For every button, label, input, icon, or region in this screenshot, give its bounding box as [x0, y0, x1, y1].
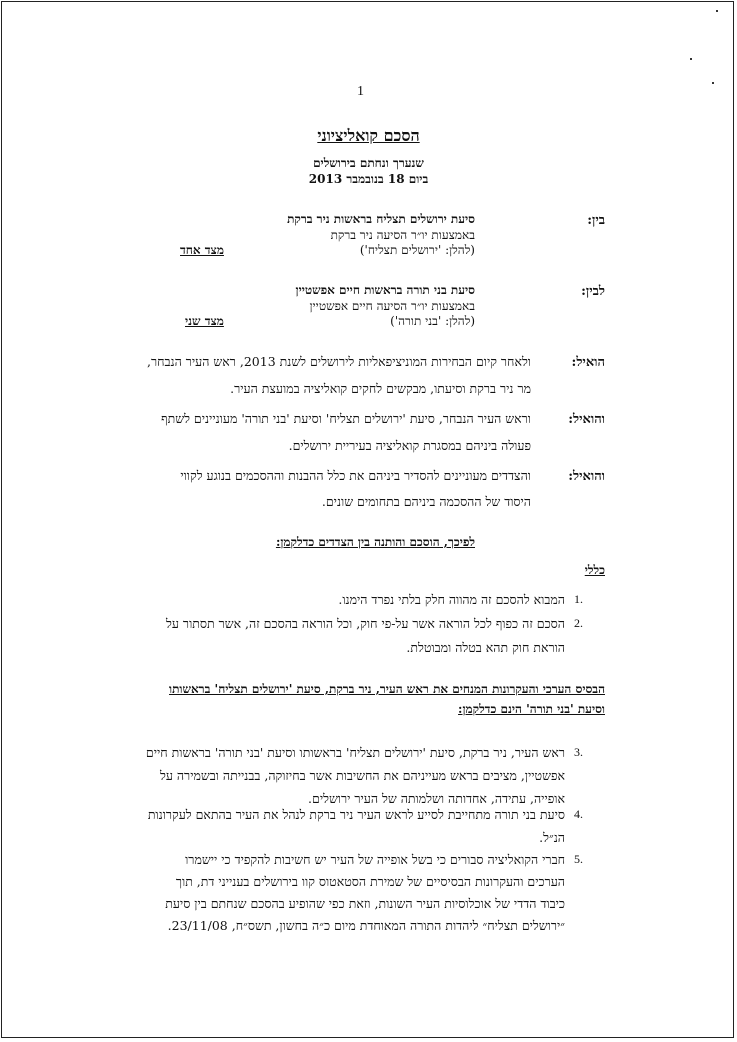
party1-via: באמצעות יו״ר הסיעה ניר ברקת [330, 228, 475, 242]
whereas-2-line-2: פעולה ביניהם במסגרת קואליציה בעיריית ירושלים. [288, 438, 531, 453]
document-page [1, 1, 734, 1038]
party1-name: סיעת ירושלים תצליח בראשות ניר ברקת [287, 212, 475, 226]
scan-speck [716, 10, 718, 12]
party1-alias: (להלן: 'ירושלים תצליח') [359, 243, 475, 257]
clause-5-line-3: כיבוד הדדי של אוכלוסיות העיר השונות, וזאת כפי שהופיע בהסכם שנחתם בין סיעת [165, 896, 565, 911]
party2-label: לבין: [581, 284, 605, 299]
whereas-3-line-1: והצדדים מעוניינים להסדיר ביניהם את כלל ההבנות וההסכמים בנוגע לקווי [180, 468, 531, 483]
values-heading-line-1: הבסיס הערכי והעקרונות המנחים את ראש העיר, ניר ברקת, סיעת 'ירושלים תצליח' בראשותו [169, 682, 605, 696]
clause-2-number: 2. [574, 616, 583, 630]
whereas-2-label: והואיל: [568, 412, 605, 427]
party2-alias: (להלן: 'בני תורה') [390, 314, 475, 328]
clause-4-line-2: הנ״ל. [539, 830, 565, 845]
scan-speck [712, 82, 714, 84]
clause-5-number: 5. [574, 852, 583, 866]
clause-2-line-2: הוראת חוק תהא בטלה ומבוטלת. [406, 640, 565, 655]
clause-2-line-1: הסכם זה כפוף לכל הוראה אשר על-פי חוק, וכל הוראה בהסכם זה, אשר תסתור על [166, 616, 565, 631]
party2-via: באמצעות יו״ר הסיעה חיים אפשטיין [309, 299, 475, 313]
whereas-3-label: והואיל: [568, 469, 605, 484]
party1-label: בין: [587, 213, 605, 228]
party2-name: סיעת בני תורה בראשות חיים אפשטיין [295, 283, 475, 297]
values-heading-line-2: וסיעת 'בני תורה' הינם כדלקמן: [458, 702, 605, 716]
subtitle-line-2: ביום 18 בנובמבר 2013 [308, 172, 429, 186]
whereas-2-line-1: וראש העיר הנבחר, סיעת 'ירושלים תצליח' וסיעת 'בני תורה' מעוניינים לשתף [161, 411, 531, 426]
clause-5-line-2: הערכים והעקרונות הבסיסיים של שמירת הסטאטוס קוו בירושלים בענייני דת, תוך [175, 874, 565, 889]
scan-speck [690, 58, 692, 60]
agreed-heading: לפיכך, הוסכם והותנה בין הצדדים כדלקמן: [275, 535, 475, 549]
whereas-1-line-2: מר ניר ברקת וסיעתו, מבקשים לחקים קואליציה במועצת העיר. [230, 381, 531, 396]
whereas-3-line-2: היסוד של ההסכמה ביניהם בתחומים שונים. [321, 494, 531, 509]
party1-side: מצד אחד [180, 243, 224, 257]
clause-5-line-4: ״ירושלים תצליח״ ליהדות התורה המאוחדת מיום כ״ה בחשון, תשס״ח, 23/11/08. [167, 918, 565, 933]
clause-3-number: 3. [574, 745, 583, 759]
clause-4-number: 4. [574, 807, 583, 821]
whereas-1-label: הואיל: [571, 355, 605, 370]
party2-side: מצד שני [185, 314, 224, 328]
document-title: הסכם קואליציוני [317, 126, 420, 145]
page-number: 1 [357, 84, 364, 99]
subtitle-line-1: שנערך ונחתם בירושלים [313, 156, 424, 170]
clause-3-line-2: אפשטיין, מציבים בראש מעייניהם את החשיבות אשר בחיזוקה, בבנייתה ובשמירה על [159, 768, 565, 783]
clause-1-line-1: המבוא להסכם זה מהווה חלק בלתי נפרד הימנו. [338, 592, 565, 607]
clause-1-number: 1. [574, 592, 583, 606]
clause-3-line-1: ראש העיר, ניר ברקת, סיעת 'ירושלים תצליח' בראשותו וסיעת 'בני תורה' בראשות חיים [145, 745, 565, 760]
clause-4-line-1: סיעת בני תורה מתחייבת לסייע לראש העיר ניר ברקת לנהל את העיר בהתאם לעקרונות [147, 807, 565, 822]
clause-3-line-3: אופייה, עתידה, אחדותה ושלמותה של העיר ירושלים. [308, 791, 565, 806]
general-heading: כללי [584, 563, 605, 577]
whereas-1-line-1: ולאחר קיום הבחירות המוניציפאליות לירושלים לשנת 2013, ראש העיר הנבחר, [146, 354, 531, 369]
clause-5-line-1: חברי הקואליציה סבורים כי בשל אופייה של העיר יש חשיבות להקפיד כי יישמרו [185, 852, 565, 867]
